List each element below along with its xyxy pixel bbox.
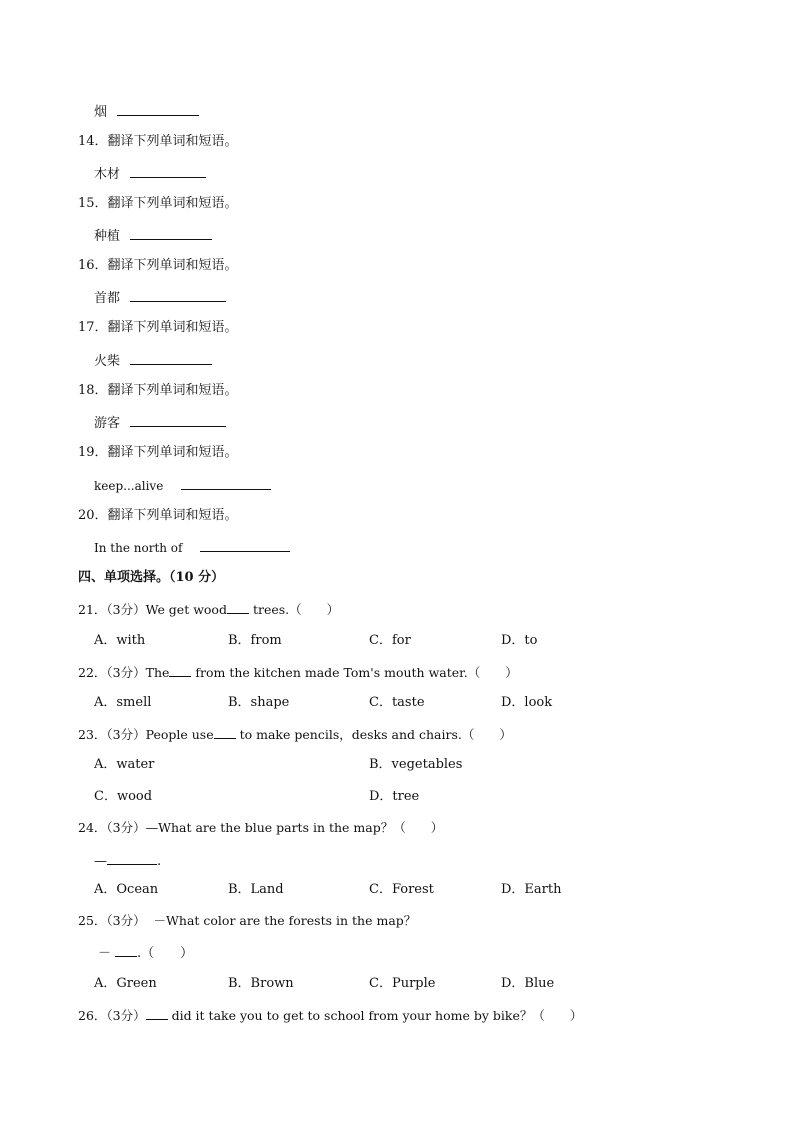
q26-blank[interactable] [146,1007,168,1020]
q16-blank[interactable] [130,289,226,302]
q23-number: 23． [78,727,107,742]
q24-option-a[interactable]: A．Ocean [94,882,159,897]
q14-blank[interactable] [130,165,206,178]
q25-answer-line [98,944,193,962]
q25-answer-prefix: － [98,946,112,961]
q20-word: In the north of [94,541,183,555]
q26-stem [78,1007,582,1024]
q17-answer-line [94,352,212,370]
q23-text-pre: People use [145,727,214,742]
q24-score: （3分） [106,820,146,835]
q22-score: （3分） [106,665,146,680]
q16-number: 16． [78,258,108,273]
q20-number: 20． [78,508,108,523]
q21-stem [78,601,339,618]
q14-number: 14． [78,134,108,149]
q24-blank[interactable] [107,852,157,865]
q13-blank[interactable] [117,103,199,116]
q24-number: 24． [78,820,107,835]
q21-text-pre: We get wood [145,602,227,617]
q15-blank[interactable] [130,227,212,240]
q13-answer-line [94,103,199,121]
q15-instruction-text: 翻译下列单词和短语。 [107,196,238,211]
q19-blank[interactable] [181,477,271,490]
q24-answer-line [94,852,161,870]
q19-instruction-text: 翻译下列单词和短语。 [107,445,238,460]
q23-stem [78,726,512,743]
q23-option-d[interactable]: D．tree [369,789,420,804]
q26-number: 26． [78,1008,107,1023]
q15-answer-line [94,227,212,245]
q20-instruction [78,508,238,524]
q14-instruction [78,134,238,150]
q14-word: 木材 [94,167,121,182]
q21-option-b[interactable]: B．from [228,633,282,648]
q20-instruction-text: 翻译下列单词和短语。 [107,508,238,523]
q22-option-d[interactable]: D．look [501,695,553,710]
q21-text-post: trees.（ ） [248,602,340,617]
q19-number: 19． [78,445,108,460]
q14-instruction-text: 翻译下列单词和短语。 [107,134,238,149]
q14-answer-line [94,165,206,183]
q18-number: 18． [78,383,108,398]
q25-stem [78,913,416,929]
q21-option-a[interactable]: A．with [94,633,146,648]
q17-instruction-text: 翻译下列单词和短语。 [107,320,238,335]
q18-answer-line [94,414,226,432]
q25-option-b[interactable]: B．Brown [228,976,294,991]
q22-option-c[interactable]: C．taste [369,695,425,710]
q16-instruction-text: 翻译下列单词和短语。 [107,258,238,273]
q18-instruction [78,383,238,399]
q25-score: （3分） [106,913,146,928]
q23-blank[interactable] [214,726,236,739]
q24-text: —What are the blue parts in the map？（ ） [145,820,444,835]
q22-number: 22． [78,665,107,680]
q22-text-post: from the kitchen made Tom's mouth water.（ ） [191,665,518,680]
q15-instruction [78,196,238,212]
q19-instruction [78,445,238,461]
q19-answer-line [94,477,271,494]
q24-option-c[interactable]: C．Forest [369,882,434,897]
q24-option-b[interactable]: B．Land [228,882,284,897]
q21-option-d[interactable]: D．to [501,633,538,648]
q20-blank[interactable] [200,539,290,552]
q15-word: 种植 [94,229,121,244]
q22-stem [78,664,518,681]
q17-word: 火柴 [94,354,121,369]
q17-instruction [78,320,238,336]
q17-number: 17． [78,320,108,335]
q18-blank[interactable] [130,414,226,427]
q24-stem [78,820,443,836]
q23-text-post: to make pencils，desks and chairs.（ ） [235,727,512,742]
q13-word: 烟 [94,105,108,120]
q23-option-b[interactable]: B．vegetables [369,757,463,772]
q25-option-d[interactable]: D．Blue [501,976,555,991]
q17-blank[interactable] [130,352,212,365]
q16-word: 首都 [94,291,121,306]
q16-instruction [78,258,238,274]
q21-number: 21． [78,602,107,617]
q24-option-d[interactable]: D．Earth [501,882,562,897]
q25-text: －What color are the forests in the map？ [145,913,417,928]
q26-score: （3分） [106,1008,146,1023]
q25-number: 25． [78,913,107,928]
section-4-title: 四、单项选择。（10 分） [78,570,225,585]
q25-blank[interactable] [115,944,137,957]
q23-option-c[interactable]: C．wood [94,789,153,804]
q24-answer-suffix: . [157,854,162,869]
q25-option-c[interactable]: C．Purple [369,976,436,991]
q15-number: 15． [78,196,108,211]
q21-option-c[interactable]: C．for [369,633,411,648]
q23-score: （3分） [106,727,146,742]
q22-option-b[interactable]: B．shape [228,695,290,710]
q26-text-post: did it take you to get to school from your home by bike？（ ） [167,1008,583,1023]
q20-answer-line [94,539,290,556]
q22-blank[interactable] [169,664,191,677]
q18-instruction-text: 翻译下列单词和短语。 [107,383,238,398]
q21-blank[interactable] [227,601,249,614]
q23-option-a[interactable]: A．water [94,757,155,772]
q24-answer-prefix: — [94,854,107,869]
q25-option-a[interactable]: A．Green [94,976,157,991]
q21-score: （3分） [106,602,146,617]
q25-answer-suffix: .（ ） [137,946,194,961]
q22-text-pre: The [145,665,170,680]
q19-word: keep...alive [94,479,164,493]
q22-option-a[interactable]: A．smell [94,695,152,710]
q18-word: 游客 [94,416,121,431]
q16-answer-line [94,289,226,307]
